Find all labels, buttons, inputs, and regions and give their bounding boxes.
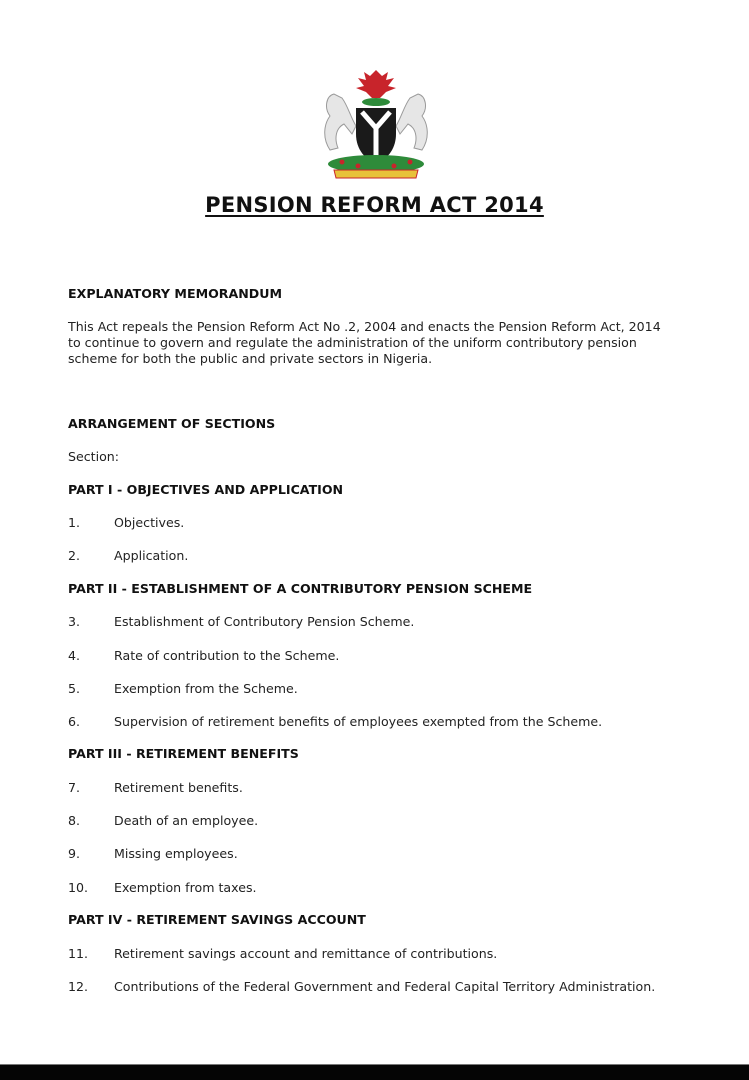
section-title: Rate of contribution to the Scheme.: [114, 648, 340, 663]
memorandum-line: This Act repeals the Pension Reform Act No .2, 2004 and enacts the Pension Reform Act, 2014: [68, 319, 661, 334]
section-row: [68, 846, 238, 861]
section-title: Contributions of the Federal Government and Federal Capital Territory Administration.: [114, 979, 656, 994]
memorandum-body: [68, 319, 688, 367]
document-title: PENSION REFORM ACT 2014: [205, 193, 544, 217]
section-number: 2.: [68, 548, 81, 563]
part-heading: PART I - OBJECTIVES AND APPLICATION: [68, 482, 344, 497]
section-label: Section:: [68, 449, 120, 464]
section-number: 7.: [68, 780, 81, 795]
section-row: [68, 780, 243, 795]
section-title: Missing employees.: [114, 846, 238, 861]
part-heading: PART IV - RETIREMENT SAVINGS ACCOUNT: [68, 912, 366, 927]
section-number: 4.: [68, 648, 81, 663]
section-number: 6.: [68, 714, 81, 729]
section-row: [68, 880, 257, 895]
section-row: [68, 614, 414, 629]
section-row: [68, 979, 655, 994]
section-title: Retirement benefits.: [114, 780, 243, 795]
section-number: 8.: [68, 813, 81, 828]
part-heading: PART II - ESTABLISHMENT OF A CONTRIBUTORY PENSION SCHEME: [68, 581, 533, 596]
section-row: [68, 714, 602, 729]
section-title: Death of an employee.: [114, 813, 259, 828]
section-row: [68, 946, 497, 961]
section-title: Supervision of retirement benefits of employees exempted from the Scheme.: [114, 714, 603, 729]
section-number: 11.: [68, 946, 89, 961]
section-number: 9.: [68, 846, 81, 861]
section-title: Exemption from taxes.: [114, 880, 257, 895]
section-number: 12.: [68, 979, 89, 994]
section-title: Establishment of Contributory Pension Scheme.: [114, 614, 415, 629]
memorandum-line: scheme for both the public and private sectors in Nigeria.: [68, 351, 433, 366]
section-row: [68, 681, 298, 696]
section-number: 3.: [68, 614, 81, 629]
coat-of-arms-icon: [312, 64, 440, 182]
section-title: Application.: [114, 548, 189, 563]
memorandum-heading: EXPLANATORY MEMORANDUM: [68, 286, 283, 301]
section-row: [68, 515, 184, 530]
part-heading: PART III - RETIREMENT BENEFITS: [68, 746, 299, 761]
memorandum-line: to continue to govern and regulate the administration of the uniform contributory pension: [68, 335, 637, 350]
section-row: [68, 548, 188, 563]
section-number: 5.: [68, 681, 81, 696]
arrangement-heading: ARRANGEMENT OF SECTIONS: [68, 416, 276, 431]
section-title: Objectives.: [114, 515, 185, 530]
section-title: Exemption from the Scheme.: [114, 681, 298, 696]
section-number: 10.: [68, 880, 89, 895]
section-title: Retirement savings account and remittance of contributions.: [114, 946, 498, 961]
section-row: [68, 813, 258, 828]
section-row: [68, 648, 339, 663]
bottom-black-bar: [0, 1065, 749, 1080]
section-number: 1.: [68, 515, 81, 530]
